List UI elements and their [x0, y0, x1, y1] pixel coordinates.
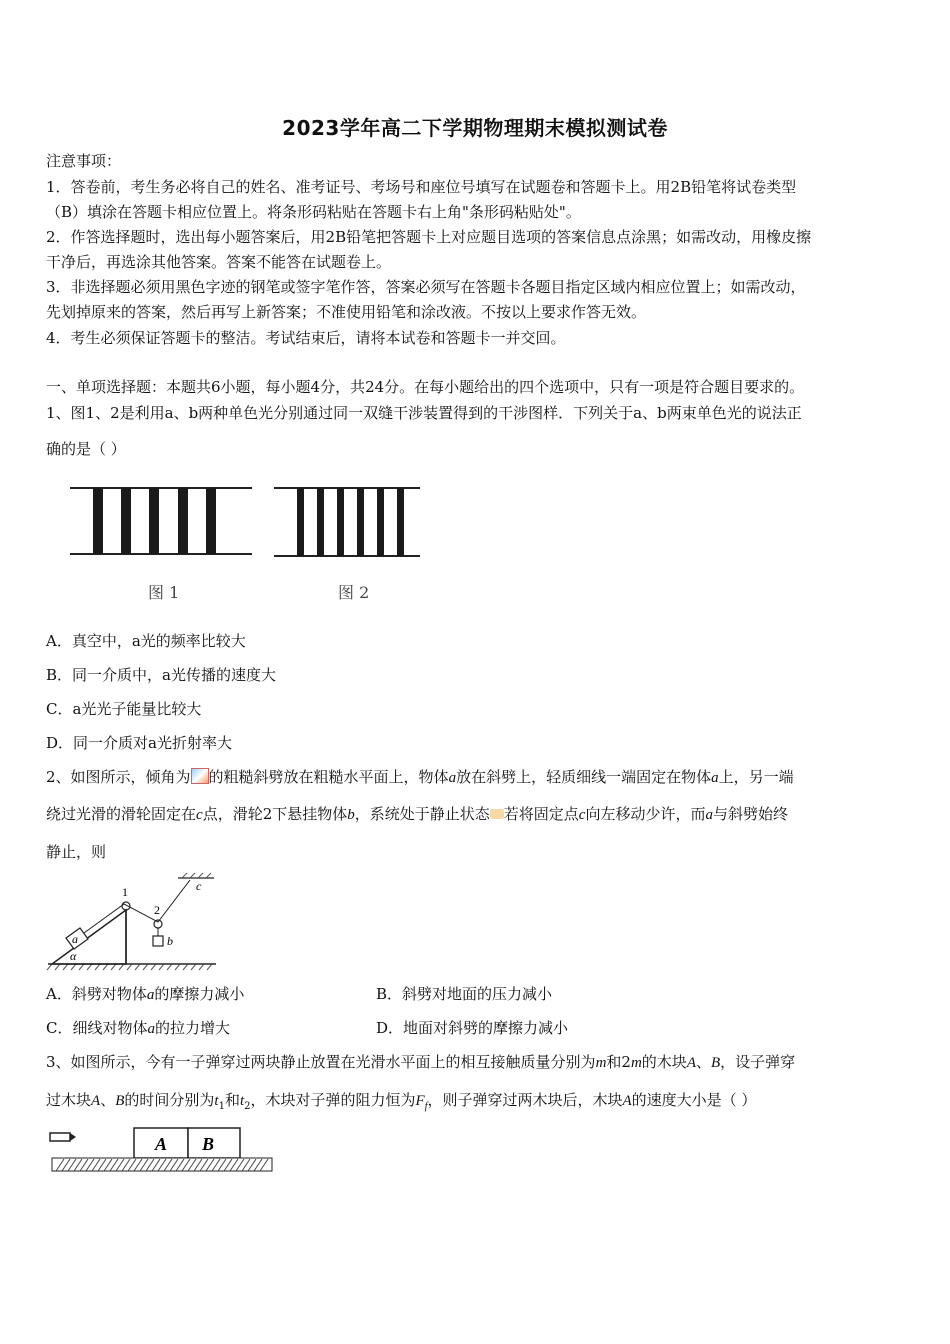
text: 的时间分别为	[124, 1091, 215, 1109]
broken-image-icon	[191, 768, 209, 784]
fig2-label: 图 2	[338, 583, 370, 602]
fig2-fringes	[274, 488, 420, 556]
text: 和	[224, 1091, 240, 1109]
text: ，系统处于静止状态	[354, 805, 490, 823]
text: 若将固定点	[503, 805, 579, 823]
notice-line: 先划掉原来的答案，然后再写上新答案；不准使用铅笔和涂改液。不按以上要求作答无效。	[46, 303, 647, 321]
text: 的拉力增大	[154, 1019, 230, 1037]
notice-line: （B）填涂在答题卡相应位置上。将条形码粘贴在答题卡右上角"条形码粘贴处"。	[46, 203, 581, 221]
text: C．细线对物体	[46, 1019, 148, 1037]
var: m	[630, 1055, 642, 1071]
text: ，木块对子弹的阻力恒为	[250, 1091, 416, 1109]
q2-stem-line3: 静止，则	[46, 843, 107, 861]
fig1-label: 图 1	[148, 583, 180, 602]
text: 上，另一端	[718, 768, 794, 786]
subscript: 1	[218, 1101, 225, 1112]
text: 、	[695, 1053, 711, 1071]
q3-stem-line2	[46, 1089, 756, 1118]
var: B	[711, 1055, 721, 1071]
q2-option-a[interactable]	[46, 983, 244, 1006]
q1-option-a[interactable]: A．真空中，a光的频率比较大	[46, 632, 246, 650]
var: A	[686, 1055, 696, 1071]
var: A	[622, 1093, 632, 1109]
var: m	[595, 1055, 607, 1071]
text: 的木块	[641, 1053, 687, 1071]
subscript: 2	[244, 1101, 251, 1112]
q3-bullet-blocks-figure	[48, 1122, 276, 1174]
var: a	[448, 770, 457, 786]
bullet-icon	[50, 1133, 76, 1141]
text: 过木块	[46, 1091, 92, 1109]
q1-stem-line1: 1、图1、2是利用a、b两种单色光分别通过同一双缝干涉装置得到的干涉图样．下列关于a、b两束单色光的说法正	[46, 404, 802, 422]
text: ，设子弹穿	[720, 1053, 796, 1071]
var: b	[347, 807, 355, 823]
var: t	[239, 1093, 245, 1109]
q2-option-d[interactable]: D．地面对斜劈的摩擦力减小	[376, 1019, 569, 1037]
pulley1-label: 1	[122, 885, 128, 899]
q1-option-b[interactable]: B．同一介质中，a光传播的速度大	[46, 666, 276, 684]
text: 的粗糙斜劈放在粗糙水平面上，物体	[208, 768, 449, 786]
q1-option-c[interactable]: C．a光光子能量比较大	[46, 700, 202, 718]
q2-option-b[interactable]: B．斜劈对地面的压力减小	[376, 985, 553, 1003]
text: 点，滑轮2下悬挂物体	[202, 805, 348, 823]
q3-stem-line1	[46, 1051, 795, 1074]
page-title: 2023学年高二下学期物理期末模拟测试卷	[282, 116, 668, 140]
notice-line: 1．答卷前，考生务必将自己的姓名、准考证号、考场号和座位号填写在试题卷和答题卡上。用2B铅笔将试卷类型	[46, 178, 797, 196]
var: F	[415, 1093, 425, 1109]
q1-stem-line2: 确的是（ ）	[46, 440, 126, 458]
var: a	[146, 987, 155, 1003]
notice-line: 3．非选择题必须用黑色字迹的钢笔或签字笔作答，答案必须写在答题卡各题目指定区域内相应位置上；如需改动，	[46, 278, 806, 296]
var: t	[214, 1093, 219, 1109]
alpha-label: α	[70, 949, 77, 963]
pulley2-label: 2	[154, 903, 160, 917]
block-b-label: b	[167, 934, 173, 948]
q1-option-d[interactable]: D．同一介质对a光折射率大	[46, 734, 232, 752]
notice-line: 2．作答选择题时，选出每小题答案后，用2B铅笔把答题卡上对应题目选项的答案信息点涂黑；如需改动，用橡皮擦	[46, 228, 812, 246]
q2-stem-line1	[46, 766, 794, 789]
text: 3、如图所示，今有一子弹穿过两块静止放置在光滑水平面上的相互接触质量分别为	[46, 1053, 596, 1071]
q2-incline-figure	[44, 872, 220, 972]
q1-interference-figure	[66, 474, 426, 606]
text: ，则子弹穿过两木块后，木块	[427, 1091, 623, 1109]
fig1-fringes	[70, 488, 252, 554]
point-c-label: c	[196, 879, 202, 893]
block-a-label: A	[155, 1134, 168, 1154]
inline-mark-icon	[490, 809, 504, 819]
var: a	[711, 770, 719, 786]
var: B	[115, 1093, 125, 1109]
notice-line: 4．考生必须保证答题卡的整洁。考试结束后，请将本试卷和答题卡一并交回。	[46, 329, 566, 347]
text: 与斜劈始终	[712, 805, 788, 823]
var: A	[91, 1093, 101, 1109]
block-a-label: a	[72, 932, 78, 946]
text: 和2	[606, 1053, 631, 1071]
block-b-label: B	[202, 1134, 215, 1154]
q2-stem-line2	[46, 803, 788, 826]
text: 2、如图所示，倾角为	[46, 768, 191, 786]
text: 向左移动少许，而	[585, 805, 706, 823]
section-heading: 一、单项选择题：本题共6小题，每小题4分，共24分。在每小题给出的四个选项中，只有一项是符合题目要求的。	[46, 378, 805, 396]
text: 绕过光滑的滑轮固定在	[46, 805, 197, 823]
subscript: f	[424, 1101, 428, 1112]
notice-line: 干净后，再选涂其他答案。答案不能答在试题卷上。	[46, 253, 392, 271]
var: a	[147, 1021, 155, 1037]
q2-option-c[interactable]	[46, 1017, 230, 1040]
var: c	[196, 807, 203, 823]
text: 的速度大小是（ ）	[631, 1091, 757, 1109]
var: a	[705, 807, 713, 823]
notice-heading: 注意事项：	[46, 152, 122, 170]
text: 放在斜劈上，轻质细线一端固定在物体	[456, 768, 712, 786]
var: c	[578, 807, 586, 823]
text: A．斜劈对物体	[46, 985, 147, 1003]
text: 的摩擦力减小	[154, 985, 245, 1003]
text: 、	[100, 1091, 116, 1109]
